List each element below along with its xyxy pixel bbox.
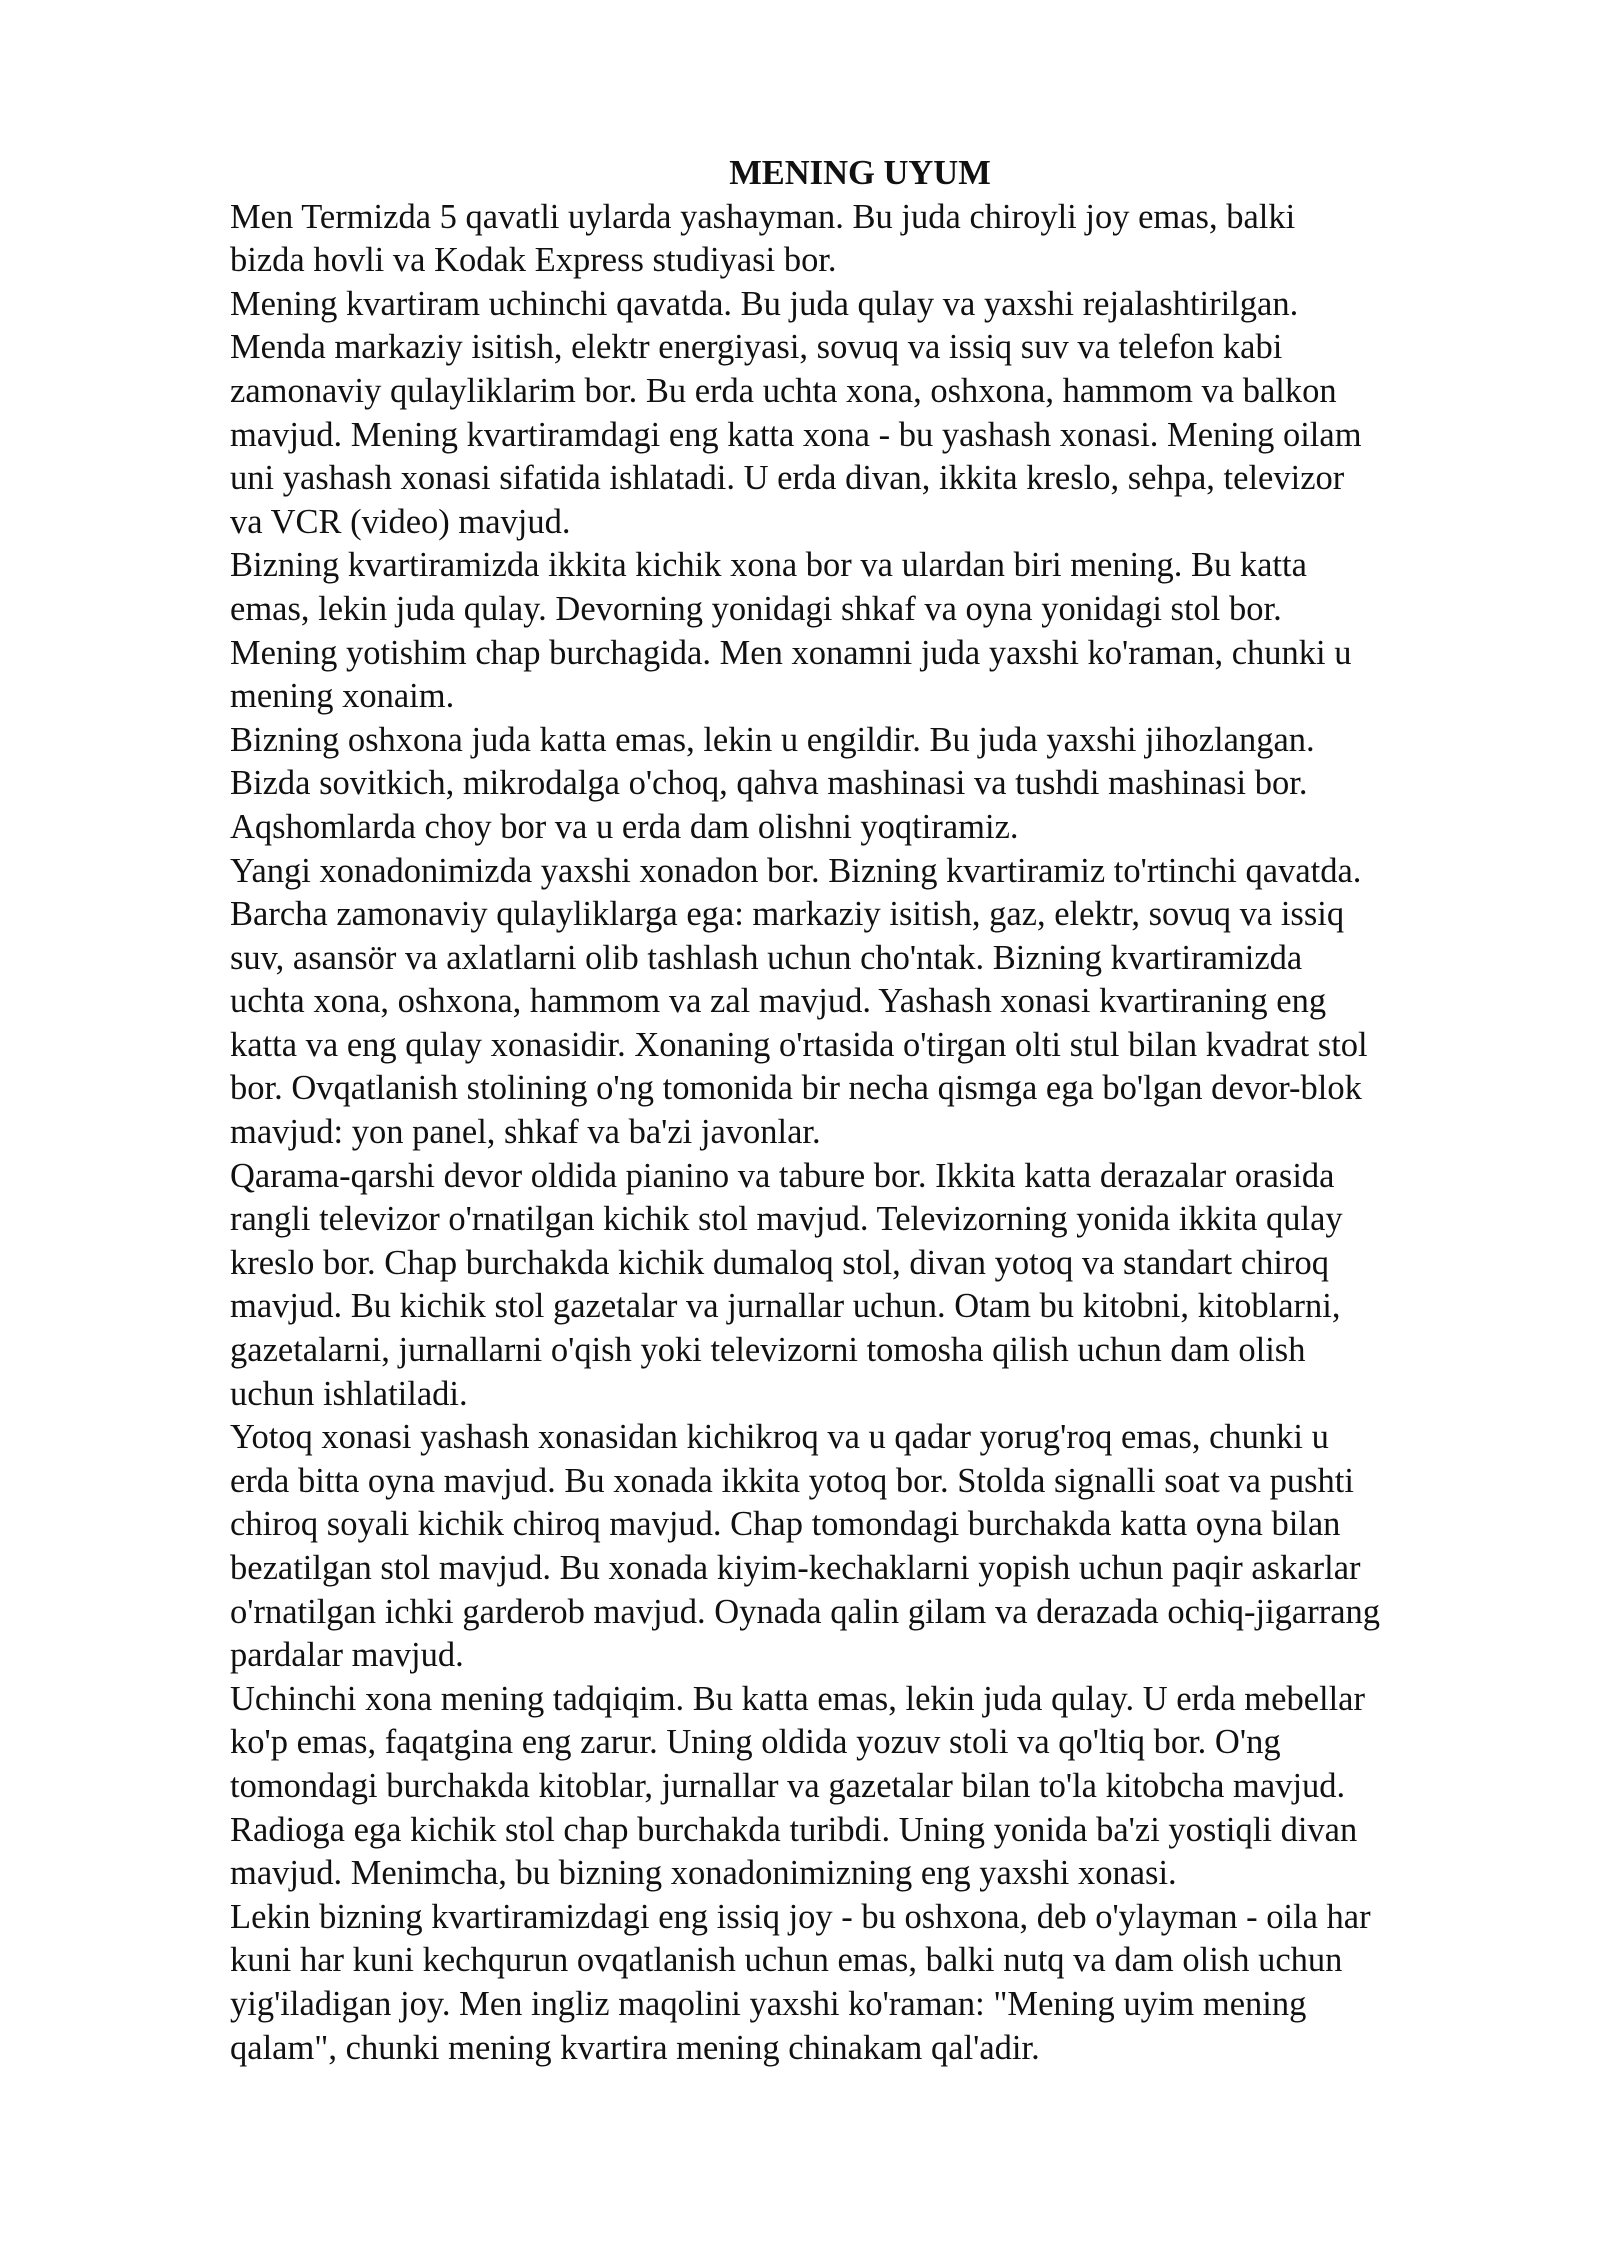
- text-line: Bizning oshxona juda katta emas, lekin u engildir. Bu juda yaxshi jihozlangan.: [230, 720, 1315, 759]
- paragraph: [230, 1896, 1530, 2070]
- text-line: Yangi xonadonimizda yaxshi xonadon bor. Bizning kvartiramiz to'rtinchi qavatda.: [230, 851, 1362, 890]
- text-line: mening xonaim.: [230, 677, 455, 716]
- text-line: uni yashash xonasi sifatida ishlatadi. U erda divan, ikkita kreslo, sehpa, televizor: [230, 459, 1345, 498]
- text-line: chiroq soyali kichik chiroq mavjud. Chap tomondagi burchakda katta oyna bilan: [230, 1505, 1341, 1544]
- text-line: Mening kvartiram uchinchi qavatda. Bu juda qulay va yaxshi rejalashtirilgan.: [230, 284, 1299, 323]
- text-line: rangli televizor o'rnatilgan kichik stol mavjud. Televizorning yonida ikkita qulay: [230, 1200, 1343, 1239]
- text-line: suv, asansör va axlatlarni olib tashlash uchun cho'ntak. Bizning kvartiramizda: [230, 938, 1303, 977]
- paragraph: [230, 283, 1530, 545]
- text-line: Uchinchi xona mening tadqiqim. Bu katta emas, lekin juda qulay. U erda mebellar: [230, 1679, 1365, 1718]
- text-line: Menda markaziy isitish, elektr energiyasi, sovuq va issiq suv va telefon kabi: [230, 328, 1283, 367]
- text-line: katta va eng qulay xonasidir. Xonaning o'rtasida o'tirgan olti stul bilan kvadrat stol: [230, 1025, 1368, 1064]
- paragraph: [230, 850, 1530, 1155]
- text-line: mavjud. Bu kichik stol gazetalar va jurnallar uchun. Otam bu kitobni, kitoblarni,: [230, 1287, 1341, 1326]
- paragraph: [230, 719, 1530, 850]
- text-line: Aqshomlarda choy bor va u erda dam olishni yoqtiramiz.: [230, 807, 1019, 846]
- text-line: uchta xona, oshxona, hammom va zal mavjud. Yashash xonasi kvartiraning eng: [230, 982, 1327, 1021]
- text-line: pardalar mavjud.: [230, 1636, 464, 1675]
- text-line: bizda hovli va Kodak Express studiyasi bor.: [230, 241, 837, 280]
- text-line: Bizning kvartiramizda ikkita kichik xona bor va ulardan biri mening. Bu katta: [230, 546, 1307, 585]
- text-line: bor. Ovqatlanish stolining o'ng tomonida bir necha qismga ega bo'lgan devor-blok: [230, 1069, 1362, 1108]
- paragraph: [230, 1678, 1530, 1896]
- paragraph: [230, 1155, 1530, 1417]
- text-line: zamonaviy qulayliklarim bor. Bu erda uchta xona, oshxona, hammom va balkon: [230, 371, 1337, 410]
- text-line: qalam", chunki mening kvartira mening chinakam qal'adir.: [230, 2028, 1040, 2067]
- text-line: gazetalarni, jurnallarni o'qish yoki televizorni tomosha qilish uchun dam olish: [230, 1331, 1306, 1370]
- text-line: kreslo bor. Chap burchakda kichik dumaloq stol, divan yotoq va standart chiroq: [230, 1243, 1329, 1282]
- text-line: Men Termizda 5 qavatli uylarda yashayman. Bu juda chiroyli joy emas, balki: [230, 197, 1296, 236]
- text-line: mavjud: yon panel, shkaf va ba'zi javonlar.: [230, 1113, 821, 1152]
- text-line: Yotoq xonasi yashash xonasidan kichikroq va u qadar yorug'roq emas, chunki u: [230, 1418, 1329, 1457]
- text-line: mavjud. Mening kvartiramdagi eng katta xona - bu yashash xonasi. Mening oilam: [230, 415, 1362, 454]
- text-line: uchun ishlatiladi.: [230, 1374, 468, 1413]
- document-page: [230, 152, 1530, 2070]
- text-line: ko'p emas, faqatgina eng zarur. Uning oldida yozuv stoli va qo'ltiq bor. O'ng: [230, 1723, 1281, 1762]
- text-line: emas, lekin juda qulay. Devorning yonidagi shkaf va oyna yonidagi stol bor.: [230, 589, 1282, 628]
- text-line: va VCR (video) mavjud.: [230, 502, 571, 541]
- text-line: Bizda sovitkich, mikrodalga o'choq, qahva mashinasi va tushdi mashinasi bor.: [230, 764, 1308, 803]
- document-body: [230, 196, 1530, 2071]
- document-title: MENING UYUM: [729, 154, 991, 192]
- text-line: yig'iladigan joy. Men ingliz maqolini yaxshi ko'raman: "Mening uyim mening: [230, 1984, 1307, 2023]
- text-line: Qarama-qarshi devor oldida pianino va tabure bor. Ikkita katta derazalar orasida: [230, 1156, 1335, 1195]
- text-line: kuni har kuni kechqurun ovqatlanish uchun emas, balki nutq va dam olish uchun: [230, 1941, 1343, 1980]
- text-line: mavjud. Menimcha, bu bizning xonadonimizning eng yaxshi xonasi.: [230, 1854, 1177, 1893]
- text-line: Barcha zamonaviy qulayliklarga ega: markaziy isitish, gaz, elektr, sovuq va issiq: [230, 895, 1345, 934]
- text-line: Lekin bizning kvartiramizdagi eng issiq joy - bu oshxona, deb o'ylayman - oila har: [230, 1897, 1371, 1936]
- text-line: erda bitta oyna mavjud. Bu xonada ikkita yotoq bor. Stolda signalli soat va pushti: [230, 1461, 1354, 1500]
- text-line: bezatilgan stol mavjud. Bu xonada kiyim-kechaklarni yopish uchun paqir askarlar: [230, 1549, 1361, 1587]
- paragraph: [230, 1416, 1530, 1678]
- text-line: tomondagi burchakda kitoblar, jurnallar va gazetalar bilan to'la kitobcha mavjud.: [230, 1766, 1346, 1805]
- text-line: Radioga ega kichik stol chap burchakda turibdi. Uning yonida ba'zi yostiqli divan: [230, 1810, 1358, 1849]
- text-line: Mening yotishim chap burchagida. Men xonamni juda yaxshi ko'raman, chunki u: [230, 633, 1352, 672]
- paragraph: [230, 544, 1530, 718]
- text-line: o'rnatilgan ichki garderob mavjud. Oynada qalin gilam va derazada ochiq-jigarrang: [230, 1592, 1381, 1631]
- paragraph: [230, 196, 1530, 283]
